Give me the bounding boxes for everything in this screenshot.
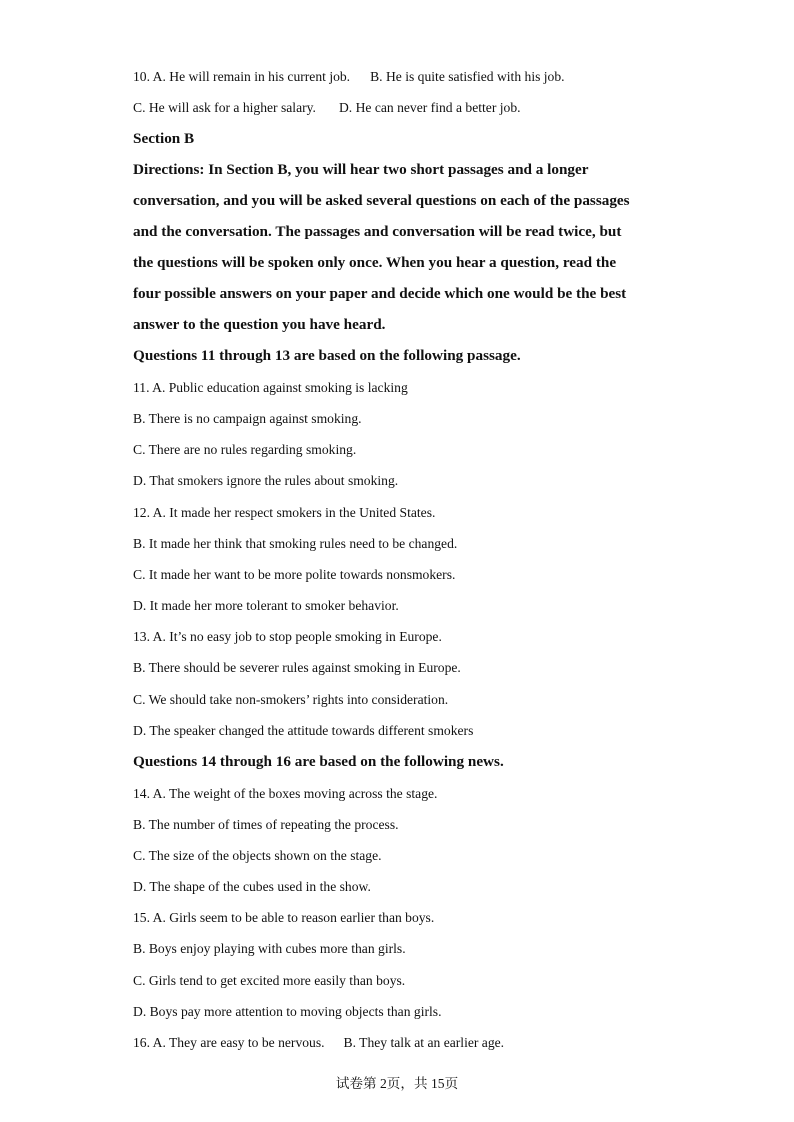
answer-option: C. The size of the objects shown on the stage.: [133, 848, 382, 863]
answer-option: D. Boys pay more attention to moving objects than girls.: [133, 1004, 442, 1019]
directions-line: and the conversation. The passages and conversation will be read twice, but: [133, 223, 622, 240]
answer-option: B. There should be severer rules against smoking in Europe.: [133, 660, 461, 675]
question-16-options-ab: [133, 1035, 504, 1051]
answer-option: D. That smokers ignore the rules about smoking.: [133, 473, 399, 488]
question-10-options-cd: [133, 100, 521, 116]
answer-option: B. It made her think that smoking rules need to be changed.: [133, 536, 458, 551]
answer-option: B. The number of times of repeating the process.: [133, 817, 399, 832]
answer-option: C. It made her want to be more polite towards nonsmokers.: [133, 567, 456, 582]
answer-option: C. We should take non-smokers’ rights into consideration.: [133, 692, 449, 707]
answer-option: C. Girls tend to get excited more easily than boys.: [133, 973, 406, 988]
directions-line: conversation, and you will be asked several questions on each of the passages: [133, 192, 630, 209]
answer-option: D. The speaker changed the attitude towards different smokers: [133, 723, 474, 738]
question-10-options-ab: [133, 69, 565, 85]
answer-option: D. It made her more tolerant to smoker behavior.: [133, 598, 399, 613]
answer-option: 14. A. The weight of the boxes moving across the stage.: [133, 786, 438, 801]
passage-heading: Questions 11 through 13 are based on the following passage.: [133, 347, 521, 364]
directions-line: Directions: In Section B, you will hear two short passages and a longer: [133, 161, 589, 178]
option-text: C. He will ask for a higher salary.: [133, 100, 316, 115]
answer-option: 12. A. It made her respect smokers in the United States.: [133, 505, 436, 520]
directions-line: the questions will be spoken only once. When you hear a question, read the: [133, 254, 617, 271]
page-footer: 试卷第 2页，共 15页: [335, 1076, 459, 1091]
answer-option: 15. A. Girls seem to be able to reason earlier than boys.: [133, 910, 435, 925]
answer-option: 11. A. Public education against smoking is lacking: [133, 380, 408, 395]
option-text: B. They talk at an earlier age.: [343, 1035, 505, 1050]
answer-option: D. The shape of the cubes used in the show.: [133, 879, 371, 894]
passage-heading: Questions 14 through 16 are based on the following news.: [133, 753, 504, 770]
directions-line: answer to the question you have heard.: [133, 316, 386, 333]
option-text: B. He is quite satisfied with his job.: [370, 69, 565, 84]
option-text: 16. A. They are easy to be nervous.: [133, 1035, 325, 1050]
section-b-title: Section B: [133, 130, 195, 147]
answer-option: C. There are no rules regarding smoking.: [133, 442, 357, 457]
option-text: D. He can never find a better job.: [338, 100, 521, 115]
answer-option: B. There is no campaign against smoking.: [133, 411, 362, 426]
answer-option: B. Boys enjoy playing with cubes more than girls.: [133, 941, 406, 956]
answer-option: 13. A. It’s no easy job to stop people smoking in Europe.: [133, 629, 442, 644]
option-text: 10. A. He will remain in his current job.: [133, 69, 351, 84]
directions-line: four possible answers on your paper and decide which one would be the best: [133, 285, 627, 302]
